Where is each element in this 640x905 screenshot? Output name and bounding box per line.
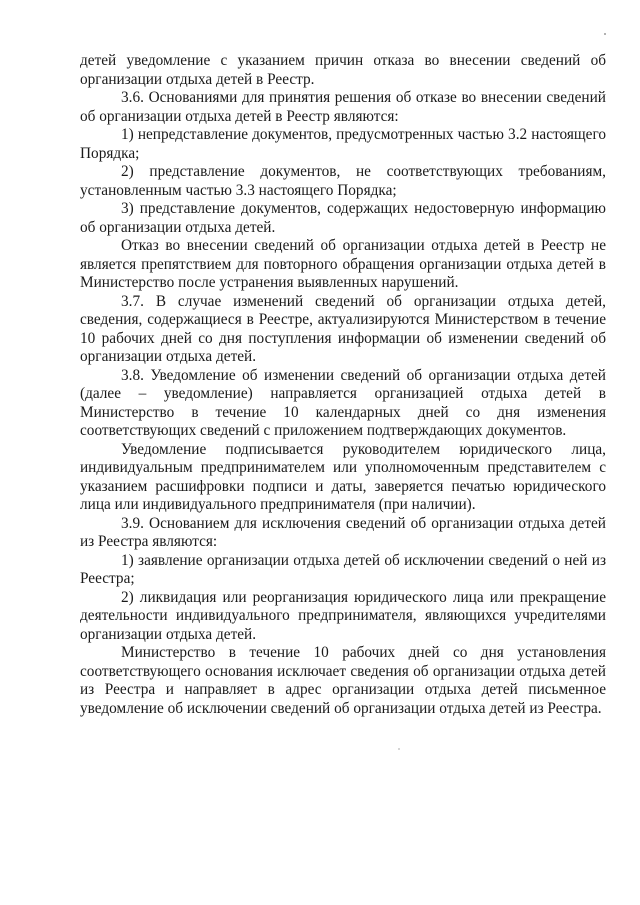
paragraph: 3.9. Основанием для исключения сведений об организации отдыха детей из Реестра являются: xyxy=(80,514,606,550)
paragraph: 1) заявление организации отдыха детей об исключении сведений о ней из Реестра; xyxy=(80,551,606,587)
paragraph: детей уведомление с указанием причин отказа во внесении сведений об организации отдыха детей в Реестр. xyxy=(80,52,606,88)
document-page xyxy=(80,52,606,718)
paragraph: Уведомление подписывается руководителем юридического лица, индивидуальным предпринимателем или уполномоченным представителем с указанием расшифровки подписи и даты, заверяется печатью юридического лица или индивидуального предпринимателя (при наличии). xyxy=(80,440,606,513)
paragraph: 2) ликвидация или реорганизация юридического лица или прекращение деятельности индивидуального предпринимателя, являющихся учредителями организации отдыха детей. xyxy=(80,588,606,643)
scan-speck xyxy=(398,748,400,750)
paragraph: Отказ во внесении сведений об организации отдыха детей в Реестр не является препятствием для повторного обращения организации отдыха детей в Министерство после устранения выявленных нарушений. xyxy=(80,237,606,291)
paragraph: Министерство в течение 10 рабочих дней со дня установления соответствующего основания исключает сведения об организации отдыха детей из Реестра и направляет в адрес организации отдыха детей письменное уведомление об исключении сведений об организации отдыха детей из Реестра. xyxy=(80,644,606,717)
paragraph: 3.8. Уведомление об изменении сведений об организации отдыха детей (далее – уведомление) направляется организацией отдыха детей в Министерство в течение 10 календарных дней со дня изменения соответствующих сведений с приложением подтверждающих документов. xyxy=(80,366,606,439)
scan-speck xyxy=(604,33,606,35)
paragraph: 3.6. Основаниями для принятия решения об отказе во внесении сведений об организации отдыха детей в Реестр являются: xyxy=(80,89,606,125)
paragraph: 3) представление документов, содержащих недостоверную информацию об организации отдыха детей. xyxy=(80,200,606,236)
paragraph: 1) непредставление документов, предусмотренных частью 3.2 настоящего Порядка; xyxy=(80,126,606,162)
paragraph: 3.7. В случае изменений сведений об организации отдыха детей, сведения, содержащиеся в Реестре, актуализируются Министерством в течение 10 рабочих дней со дня поступления информации об изменении сведений об организации отдыха детей. xyxy=(80,292,606,365)
paragraph: 2) представление документов, не соответствующих требованиям, установленным частью 3.3 настоящего Порядка; xyxy=(80,163,606,199)
